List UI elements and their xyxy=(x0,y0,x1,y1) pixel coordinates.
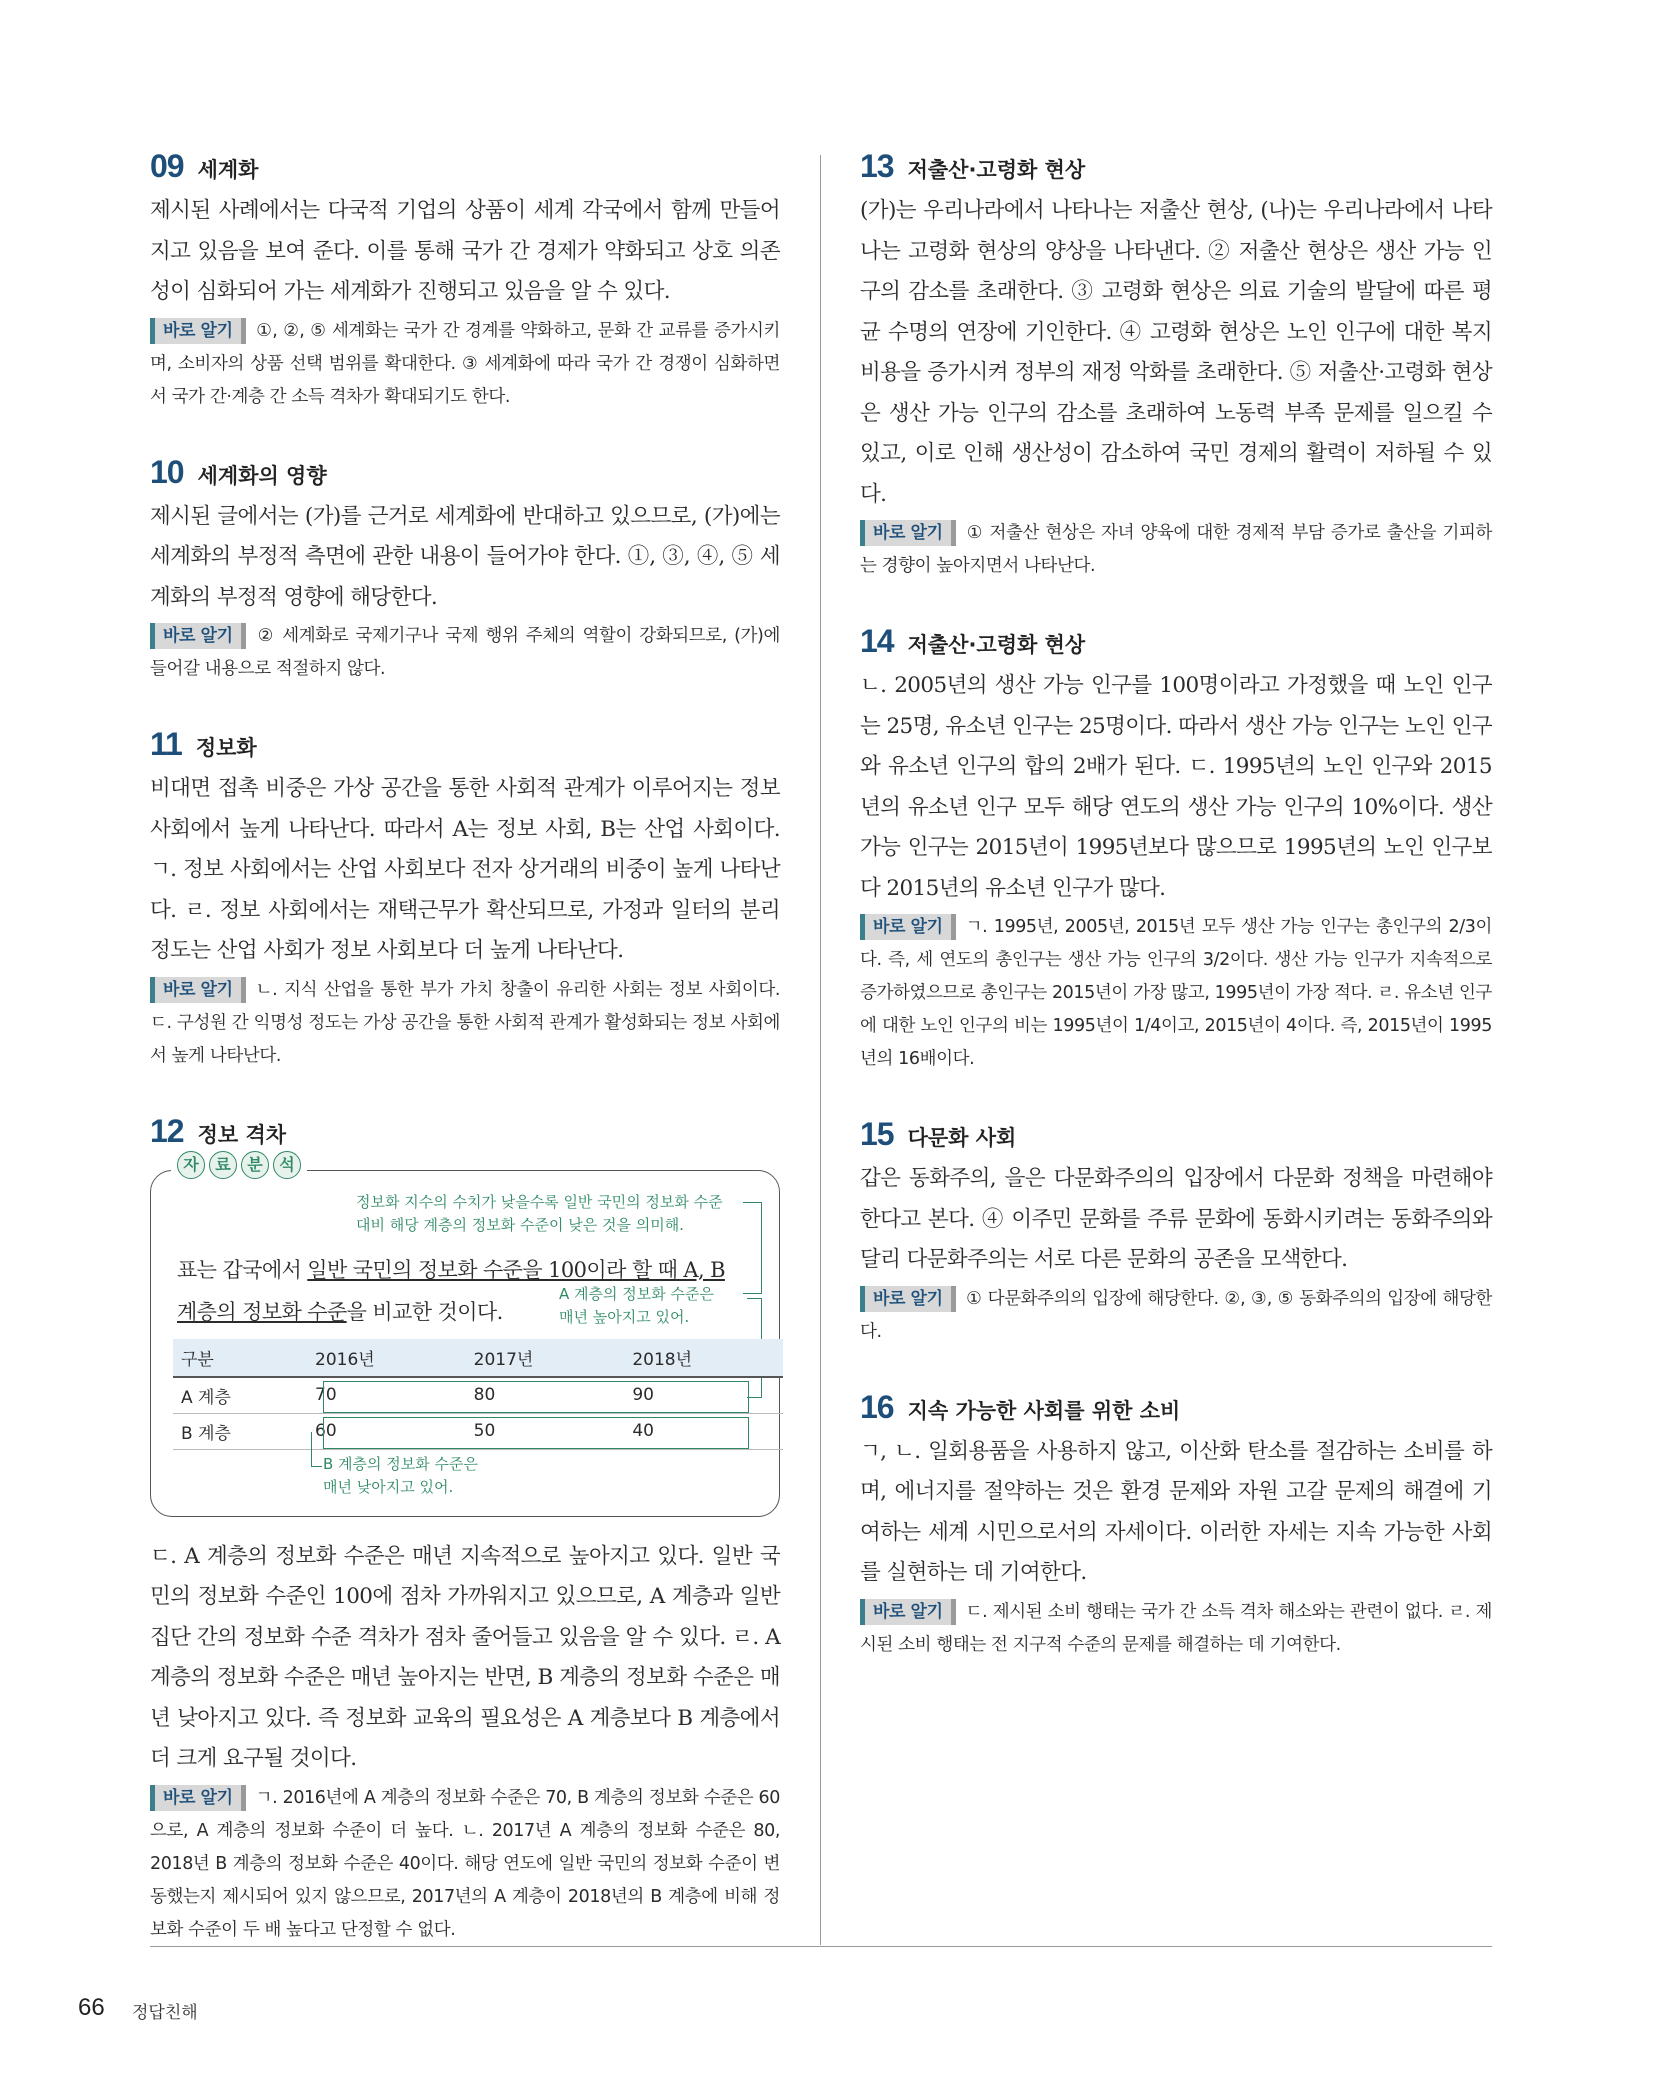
data-analysis-box xyxy=(150,1154,780,1517)
answer-11 xyxy=(150,726,780,1073)
question-number: 16 xyxy=(860,1388,894,1425)
tip-badge: 바로 알기 xyxy=(150,977,246,1003)
page-number: 66 xyxy=(78,1994,105,2021)
explanation: 제시된 사례에서는 다국적 기업의 상품이 세계 각국에서 함께 만들어지고 있음을 보여 준다. 이를 통해 국가 간 경제가 약화되고 상호 의존성이 심화되어 가는 세계화가 진행되고 있음을 알 수 있다. xyxy=(150,198,780,304)
tip-paragraph: 바로 알기 ① 저출산 현상은 자녀 양육에 대한 경제적 부담 증가로 출산을 기피하는 경향이 높아지면서 나타난다. xyxy=(860,517,1492,583)
explanation: 제시된 글에서는 (가)를 근거로 세계화에 반대하고 있으므로, (가)에는 세계화의 부정적 측면에 관한 내용이 들어가야 한다. ①, ③, ④, ⑤ 세계화의 부정적 영향에 해당한다. xyxy=(150,503,780,610)
question-title: 저출산·고령화 현상 xyxy=(907,158,1086,182)
question-number: 11 xyxy=(150,726,182,762)
footer-rule xyxy=(150,1946,1492,1947)
table-row: B 계층 60 50 40 xyxy=(173,1413,783,1449)
tip-paragraph: 바로 알기 ① 다문화주의의 입장에 해당한다. ②, ③, ⑤ 동화주의의 입장에 해당한다. xyxy=(860,1283,1492,1349)
row-a-highlight xyxy=(323,1381,749,1413)
explanation: ㄴ. 2005년의 생산 가능 인구를 100명이라고 가정했을 때 노인 인구는 25명, 유소년 인구는 25명이다. 따라서 생산 가능 인구는 노인 인구와 유소년 인구의 합의 2배가 된다. ㄷ. 1995년의 노인 인구와 2015년의 유소년 인구 모두 해당 연도의 생산 가능 인구의 10%이다. 생산 가능 인구는 2015년이 1995년보다 많으므로 1995년의 노인 인구보다 2015년의 유소년 인구가 많다. xyxy=(860,673,1492,901)
tip-paragraph: 바로 알기 ①, ②, ⑤ 세계화는 국가 간 경계를 약화하고, 문화 간 교류를 증가시키며, 소비자의 상품 선택 범위를 확대한다. ③ 세계화에 따라 국가 간 경쟁이 심화하면서 국가 간·계층 간 소득 격차가 확대되기도 한다. xyxy=(150,315,780,414)
tip-paragraph: 바로 알기 ㄴ. 지식 산업을 통한 부가 가치 창출이 유리한 사회는 정보 사회이다. ㄷ. 구성원 간 익명성 정도는 가상 공간을 통한 사회적 관계가 활성화되는 정보 사회에서 높게 나타난다. xyxy=(150,974,780,1073)
question-number: 10 xyxy=(150,453,184,490)
tip-paragraph: 바로 알기 ② 세계화로 국제기구나 국제 행위 주체의 역할이 강화되므로, (가)에 들어갈 내용으로 적절하지 않다. xyxy=(150,620,780,686)
question-title: 세계화 xyxy=(197,158,259,182)
question-number: 12 xyxy=(150,1112,184,1149)
answer-10 xyxy=(150,454,780,687)
tip-badge: 바로 알기 xyxy=(150,318,246,344)
right-column xyxy=(860,148,1492,1702)
question-number: 14 xyxy=(860,623,894,659)
page-label: 정답친해 xyxy=(132,2003,198,2023)
annotation-a-rising: A 계층의 정보화 수준은 매년 높아지고 있어. xyxy=(559,1284,714,1326)
annotation-index-meaning: 정보화 지수의 수치가 낮을수록 일반 국민의 정보화 수준 대비 해당 계층의 정보화 수준이 낮은 것을 의미해. xyxy=(356,1192,723,1234)
explanation: 비대면 접촉 비중은 가상 공간을 통한 사회적 관계가 이루어지는 정보 사회에서 높게 나타난다. 따라서 A는 정보 사회, B는 산업 사회이다. ㄱ. 정보 사회에서는 산업 사회보다 전자 상거래의 비중이 높게 나타난다. ㄹ. 정보 사회에서는 재택근무가 확산되므로, 가정과 일터의 분리 정도는 산업 사회가 정보 사회보다 더 높게 나타난다. xyxy=(150,776,780,963)
tip-badge: 바로 알기 xyxy=(150,1785,246,1811)
question-title: 세계화의 영향 xyxy=(197,463,327,488)
tip-paragraph: 바로 알기 ㄷ. 제시된 소비 행태는 국가 간 소득 격차 해소와는 관련이 없다. ㄹ. 제시된 소비 행태는 전 지구적 수준의 문제를 해결하는 데 기여한다. xyxy=(860,1596,1492,1662)
explanation: ㄷ. A 계층의 정보화 수준은 매년 지속적으로 높아지고 있다. 일반 국민의 정보화 수준인 100에 점차 가까워지고 있으므로, A 계층과 일반 집단 간의 정보화 수준 격차가 점차 줄어들고 있음을 알 수 있다. ㄹ. A 계층의 정보화 수준은 매년 높아지는 반면, B 계층의 정보화 수준은 매년 낮아지고 있다. 즉 정보화 교육의 필요성은 A 계층보다 B 계층에서 더 크게 요구될 것이다. xyxy=(150,1543,780,1771)
question-number: 13 xyxy=(860,148,894,184)
column-divider xyxy=(820,155,821,1945)
annotation-connector xyxy=(311,1432,322,1467)
question-title: 저출산·고령화 현상 xyxy=(907,633,1086,657)
annotation-b-falling: B 계층의 정보화 수준은 매년 낮아지고 있어. xyxy=(323,1454,479,1496)
question-number: 09 xyxy=(150,148,184,184)
tip-paragraph: 바로 알기 ㄱ. 1995년, 2005년, 2015년 모두 생산 가능 인구는 총인구의 2/3이다. 즉, 세 연도의 총인구는 생산 가능 인구의 3/2이다. 생산 가능 인구가 지속적으로 증가하였으므로 총인구는 2015년이 가장 많고, 1995년이 가장 적다. ㄹ. 유소년 인구에 대한 노인 인구의 비는 1995년이 1/4이고, 2015년이 4이다. 즉, 2015년이 1995년의 16배이다. xyxy=(860,911,1492,1076)
tip-badge: 바로 알기 xyxy=(860,1286,956,1312)
row-b-highlight xyxy=(323,1417,749,1449)
question-title: 정보화 xyxy=(195,736,257,760)
question-title: 지속 가능한 사회를 위한 소비 xyxy=(907,1398,1181,1423)
question-title: 정보 격차 xyxy=(197,1122,287,1147)
answer-09 xyxy=(150,148,780,414)
left-column xyxy=(150,148,780,1987)
question-number: 15 xyxy=(860,1116,894,1152)
explanation: ㄱ, ㄴ. 일회용품을 사용하지 않고, 이산화 탄소를 절감하는 소비를 하며, 에너지를 절약하는 것은 환경 문제와 자원 고갈 문제의 해결에 기여하는 세계 시민으로서의 자세이다. 이러한 자세는 지속 가능한 사회를 실현하는 데 기여한다. xyxy=(860,1438,1492,1585)
tip-badge: 바로 알기 xyxy=(860,1599,956,1625)
table-row: A 계층 70 80 90 xyxy=(173,1377,783,1414)
answer-13 xyxy=(860,148,1492,583)
answer-14 xyxy=(860,623,1492,1076)
answer-16 xyxy=(860,1389,1492,1662)
explanation: 갑은 동화주의, 을은 다문화주의의 입장에서 다문화 정책을 마련해야 한다고 본다. ④ 이주민 문화를 주류 문화에 동화시키려는 동화주의와 달리 다문화주의는 서로 다른 문화의 공존을 모색한다. xyxy=(860,1166,1492,1272)
tip-paragraph: 바로 알기 ㄱ. 2016년에 A 계층의 정보화 수준은 70, B 계층의 정보화 수준은 60으로, A 계층의 정보화 수준이 더 높다. ㄴ. 2017년 A 계층의 정보화 수준은 80, 2018년 B 계층의 정보화 수준은 40이다. 해당 연도에 일반 국민의 정보화 수준이 변동했는지 제시되어 있지 않으므로, 2017년의 A 계층이 2018년의 B 계층에 비해 정보화 수준이 두 배 높다고 단정할 수 없다. xyxy=(150,1782,780,1947)
tip-badge: 바로 알기 xyxy=(860,520,956,546)
answer-12 xyxy=(150,1113,780,1947)
tip-badge: 바로 알기 xyxy=(860,914,956,940)
explanation: (가)는 우리나라에서 나타나는 저출산 현상, (나)는 우리나라에서 나타나는 고령화 현상의 양상을 나타낸다. ② 저출산 현상은 생산 가능 인구의 감소를 초래한다. ③ 고령화 현상은 의료 기술의 발달에 따른 평균 수명의 연장에 기인한다. ④ 고령화 현상은 노인 인구에 대한 복지 비용을 증가시켜 정부의 재정 악화를 초래한다. ⑤ 저출산·고령화 현상은 생산 가능 인구의 감소를 초래하여 노동력 부족 문제를 일으킬 수 있고, 이로 인해 생산성이 감소하여 국민 경제의 활력이 저하될 수 있다. xyxy=(860,198,1492,507)
answer-15 xyxy=(860,1116,1492,1349)
table-header-row: 구분 2016년 2017년 2018년 xyxy=(173,1339,783,1377)
data-description: 표는 갑국에서 일반 국민의 정보화 수준을 100이라 할 때 A, B 계층의 정보화 수준을 비교한 것이다. xyxy=(177,1257,725,1324)
tip-badge: 바로 알기 xyxy=(150,623,246,649)
data-analysis-label: 자 료 분 석 xyxy=(171,1151,307,1179)
question-title: 다문화 사회 xyxy=(907,1126,1017,1150)
